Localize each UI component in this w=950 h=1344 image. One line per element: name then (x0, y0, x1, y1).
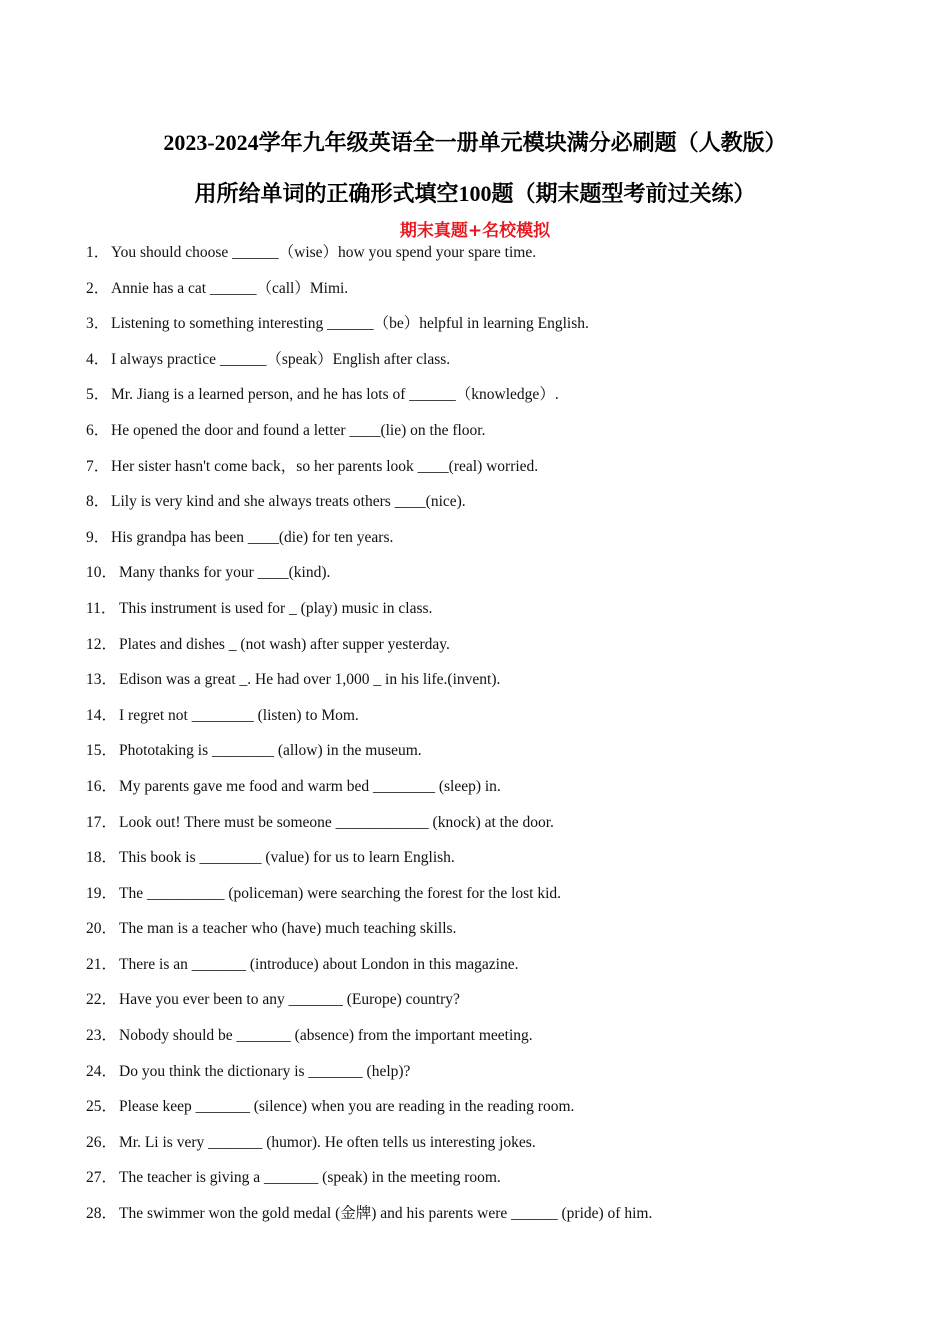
question-text: Plates and dishes _ (not wash) after supper yesterday. (119, 635, 450, 653)
question-text: Her sister hasn't come back，so her parents look ____(real) worried. (111, 457, 539, 475)
question-text: Look out! There must be someone ____________ (knock) at the door. (119, 813, 554, 831)
question-number: 10． (86, 564, 118, 582)
question-item (86, 1061, 886, 1097)
question-number: 7． (86, 457, 110, 475)
question-number: 8． (86, 493, 110, 511)
question-number: 20． (86, 920, 118, 938)
question-number: 23． (86, 1027, 118, 1045)
question-item (86, 384, 886, 420)
question-item (86, 989, 886, 1025)
question-number: 14． (86, 706, 118, 724)
question-text: His grandpa has been ____(die) for ten years. (111, 528, 394, 546)
question-text: Annie has a cat ______（call）Mimi. (111, 279, 349, 297)
question-number: 15． (86, 742, 118, 760)
question-number: 1． (86, 244, 110, 261)
question-number: 9． (86, 528, 110, 546)
question-number: 3． (86, 315, 110, 333)
question-number: 5． (86, 386, 110, 404)
question-item (86, 918, 886, 954)
question-item (86, 1167, 886, 1203)
question-number: 22． (86, 991, 118, 1009)
question-item (86, 527, 886, 563)
question-item (86, 349, 886, 385)
question-number: 17． (86, 813, 118, 831)
question-text: The __________ (policeman) were searching the forest for the lost kid. (119, 884, 562, 902)
question-item (86, 456, 886, 492)
question-number: 12． (86, 635, 118, 653)
question-item (86, 278, 886, 314)
question-text: My parents gave me food and warm bed ________ (sleep) in. (119, 777, 501, 795)
question-text: The teacher is giving a _______ (speak) in the meeting room. (119, 1169, 501, 1187)
question-item (86, 776, 886, 812)
document-title: 2023-2024学年九年级英语全一册单元模块满分必刷题（人教版） (163, 130, 787, 155)
question-item (86, 740, 886, 776)
question-text: There is an _______ (introduce) about London in this magazine. (119, 955, 519, 973)
question-text: This instrument is used for _ (play) music in class. (119, 599, 433, 617)
question-text: The man is a teacher who (have) much teaching skills. (119, 920, 457, 938)
question-item (86, 812, 886, 848)
question-list (86, 242, 886, 1239)
question-number: 16． (86, 777, 118, 795)
question-number: 27． (86, 1169, 118, 1187)
question-number: 11． (86, 599, 117, 617)
question-number: 26． (86, 1133, 118, 1151)
question-text: Phototaking is ________ (allow) in the museum. (119, 742, 422, 760)
question-item (86, 954, 886, 990)
question-item (86, 242, 886, 278)
question-text: Mr. Jiang is a learned person, and he has lots of ______（knowledge）. (111, 386, 559, 404)
question-item (86, 847, 886, 883)
question-item (86, 669, 886, 705)
question-item (86, 598, 886, 634)
question-text: Listening to something interesting ______（be）helpful in learning English. (111, 315, 589, 333)
document-subtitle: 用所给单词的正确形式填空100题（期末题型考前过关练） (194, 181, 756, 206)
question-number: 2． (86, 279, 110, 297)
question-item (86, 1025, 886, 1061)
question-text: I regret not ________ (listen) to Mom. (119, 706, 359, 724)
question-number: 19． (86, 884, 118, 902)
question-item (86, 705, 886, 741)
question-text: Many thanks for your ____(kind). (119, 564, 331, 582)
question-text: The swimmer won the gold medal (金牌) and his parents were ______ (pride) of him. (119, 1205, 653, 1223)
question-number: 18． (86, 849, 118, 867)
question-item (86, 420, 886, 456)
question-item (86, 634, 886, 670)
question-item (86, 313, 886, 349)
question-number: 13． (86, 671, 118, 689)
question-text: This book is ________ (value) for us to learn English. (119, 849, 455, 867)
question-text: Edison was a great _. He had over 1,000 _ in his life.(invent). (119, 671, 501, 689)
question-item (86, 1132, 886, 1168)
document-tag: 期末真题+名校模拟 (399, 221, 551, 241)
question-number: 21． (86, 955, 118, 973)
question-number: 24． (86, 1062, 118, 1080)
question-text: Do you think the dictionary is _______ (help)? (119, 1062, 411, 1080)
question-text: Mr. Li is very _______ (humor). He often tells us interesting jokes. (119, 1133, 536, 1151)
question-text: I always practice ______（speak）English after class. (111, 350, 451, 368)
question-text: He opened the door and found a letter ____(lie) on the floor. (111, 421, 486, 439)
question-item (86, 562, 886, 598)
question-item (86, 883, 886, 919)
question-number: 28． (86, 1205, 118, 1223)
question-text: Have you ever been to any _______ (Europe) country? (119, 991, 460, 1009)
question-number: 4． (86, 350, 110, 368)
question-text: Please keep _______ (silence) when you are reading in the reading room. (119, 1098, 575, 1116)
question-text: Nobody should be _______ (absence) from the important meeting. (119, 1027, 533, 1045)
question-item (86, 491, 886, 527)
question-text: Lily is very kind and she always treats others ____(nice). (111, 493, 466, 511)
question-item (86, 1096, 886, 1132)
question-number: 25． (86, 1098, 118, 1116)
question-number: 6． (86, 421, 110, 439)
question-text: You should choose ______（wise）how you spend your spare time. (111, 244, 537, 261)
question-item (86, 1203, 886, 1239)
